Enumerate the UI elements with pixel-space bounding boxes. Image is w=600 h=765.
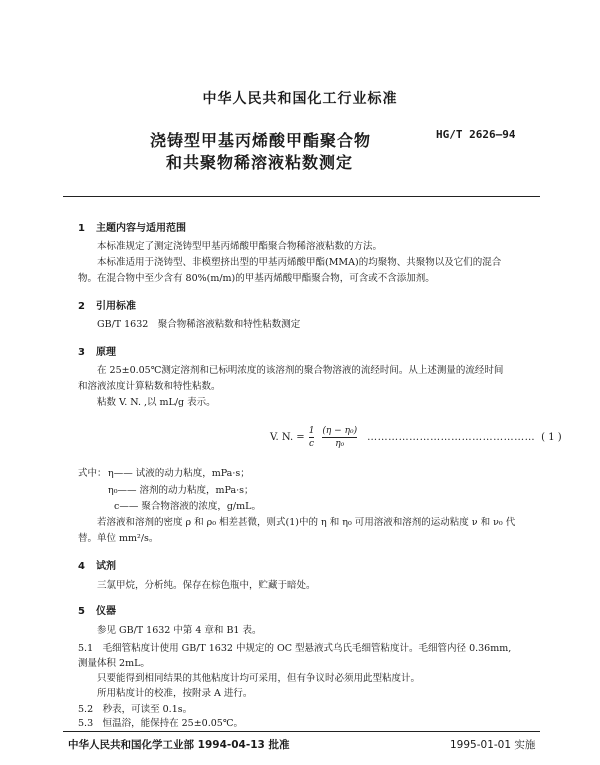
s5-paragraph: 参见 GB/T 1632 中第 4 章和 B1 表。 — [97, 625, 262, 636]
s3-note-a: 若溶液和溶剂的密度 ρ 和 ρ₀ 相差甚微，则式(1)中的 η 和 η₀ 可用溶液和溶剂的运动粘度 ν 和 ν₀ 代 — [97, 517, 516, 528]
s3-note-b: 替。单位 mm²/s。 — [78, 533, 159, 544]
def-c: c—— 聚合物溶液的浓度，g/mL。 — [114, 501, 261, 512]
formula-denominator: η₀ — [335, 439, 345, 449]
s5-item-1a: 5.1 毛细管粘度计使用 GB/T 1632 中规定的 OC 型悬液式乌氏毛细管粘度计。毛细管内径 0.36mm, — [78, 643, 512, 654]
def-eta0: η₀—— 溶剂的动力粘度，mPa·s； — [108, 485, 254, 496]
section-1-number: 1 — [78, 223, 85, 234]
formula-numerator: (η − η₀) — [322, 426, 358, 436]
issuer-title: 中华人民共和国化工行业标准 — [202, 91, 398, 107]
formula-fraction-1-over-c — [309, 426, 315, 449]
standard-title-line1: 浇铸型甲基丙烯酸甲酯聚合物 — [150, 131, 372, 150]
section-1-heading — [78, 219, 186, 234]
s5-item-3: 5.3 恒温浴，能保持在 25±0.05℃。 — [78, 718, 243, 729]
section-3-title: 原理 — [96, 347, 116, 358]
fraction-bar — [322, 437, 357, 438]
formula-c: c — [309, 439, 315, 449]
s5-item-1c: 只要能得到相同结果的其他粘度计均可采用，但有争议时必须用此型粘度计。 — [97, 673, 421, 684]
formula-leader-dots: ………………………………………… — [367, 432, 536, 443]
formula-lhs: V. N. = — [270, 432, 305, 443]
section-5-number: 5 — [78, 606, 85, 617]
section-1-title: 主题内容与适用范围 — [96, 223, 186, 234]
def-eta: η—— 试液的动力粘度，mPa·s； — [108, 468, 250, 479]
s3-paragraph-1b: 和溶液浓度计算粘数和特性粘数。 — [78, 381, 221, 392]
s5-item-1d: 所用粘度计的校准，按附录 A 进行。 — [97, 688, 253, 699]
s3-paragraph-1a: 在 25±0.05℃测定溶剂和已标明浓度的该溶剂的聚合物溶液的流经时间。从上述测量的流经时间 — [97, 365, 504, 376]
formula-number: ( 1 ) — [541, 432, 562, 443]
standard-code: HG/T 2626—94 — [436, 128, 516, 141]
s1-paragraph-2b: 物。在混合物中至少含有 80%(m/m)的甲基丙烯酸甲酯聚合物，可含或不含添加剂。 — [78, 273, 435, 284]
section-3-heading — [78, 343, 116, 358]
section-5-title: 仪器 — [96, 606, 116, 617]
s5-item-1b: 测量体积 2mL。 — [78, 658, 150, 669]
section-4-number: 4 — [78, 561, 85, 572]
s2-reference: GB/T 1632 聚合物稀溶液粘数和特性粘数测定 — [97, 319, 301, 330]
section-4-title: 试剂 — [96, 561, 116, 572]
approval-date: 中华人民共和国化学工业部 1994-04-13 批准 — [68, 739, 290, 751]
header-divider — [63, 196, 540, 197]
where-label: 式中： — [78, 468, 107, 479]
section-3-number: 3 — [78, 347, 85, 358]
effective-date: 1995-01-01 实施 — [450, 739, 536, 751]
fraction-bar — [309, 437, 315, 438]
footer-divider — [63, 731, 540, 732]
viscosity-number-formula — [270, 426, 562, 449]
s1-paragraph-2a: 本标准适用于浇铸型、非模塑挤出型的甲基丙烯酸甲酯(MMA)的均聚物、共聚物以及它们的混合 — [97, 257, 502, 268]
s1-paragraph-1: 本标准规定了测定浇铸型甲基丙烯酸甲酯聚合物稀溶液粘数的方法。 — [97, 241, 383, 252]
section-4-heading — [78, 557, 116, 572]
s3-paragraph-2: 粘数 V. N. ,以 mL/g 表示。 — [97, 397, 216, 408]
s5-item-2: 5.2 秒表，可读至 0.1s。 — [78, 704, 193, 715]
section-2-heading — [78, 297, 136, 312]
section-5-heading — [78, 602, 116, 617]
section-2-title: 引用标准 — [96, 301, 136, 312]
standard-title-line2: 和共聚物稀溶液粘数测定 — [166, 153, 354, 172]
formula-fraction-eta — [322, 426, 357, 449]
section-2-number: 2 — [78, 301, 85, 312]
formula-one: 1 — [308, 426, 315, 436]
s4-paragraph: 三氯甲烷，分析纯。保存在棕色瓶中，贮藏于暗处。 — [97, 580, 316, 591]
